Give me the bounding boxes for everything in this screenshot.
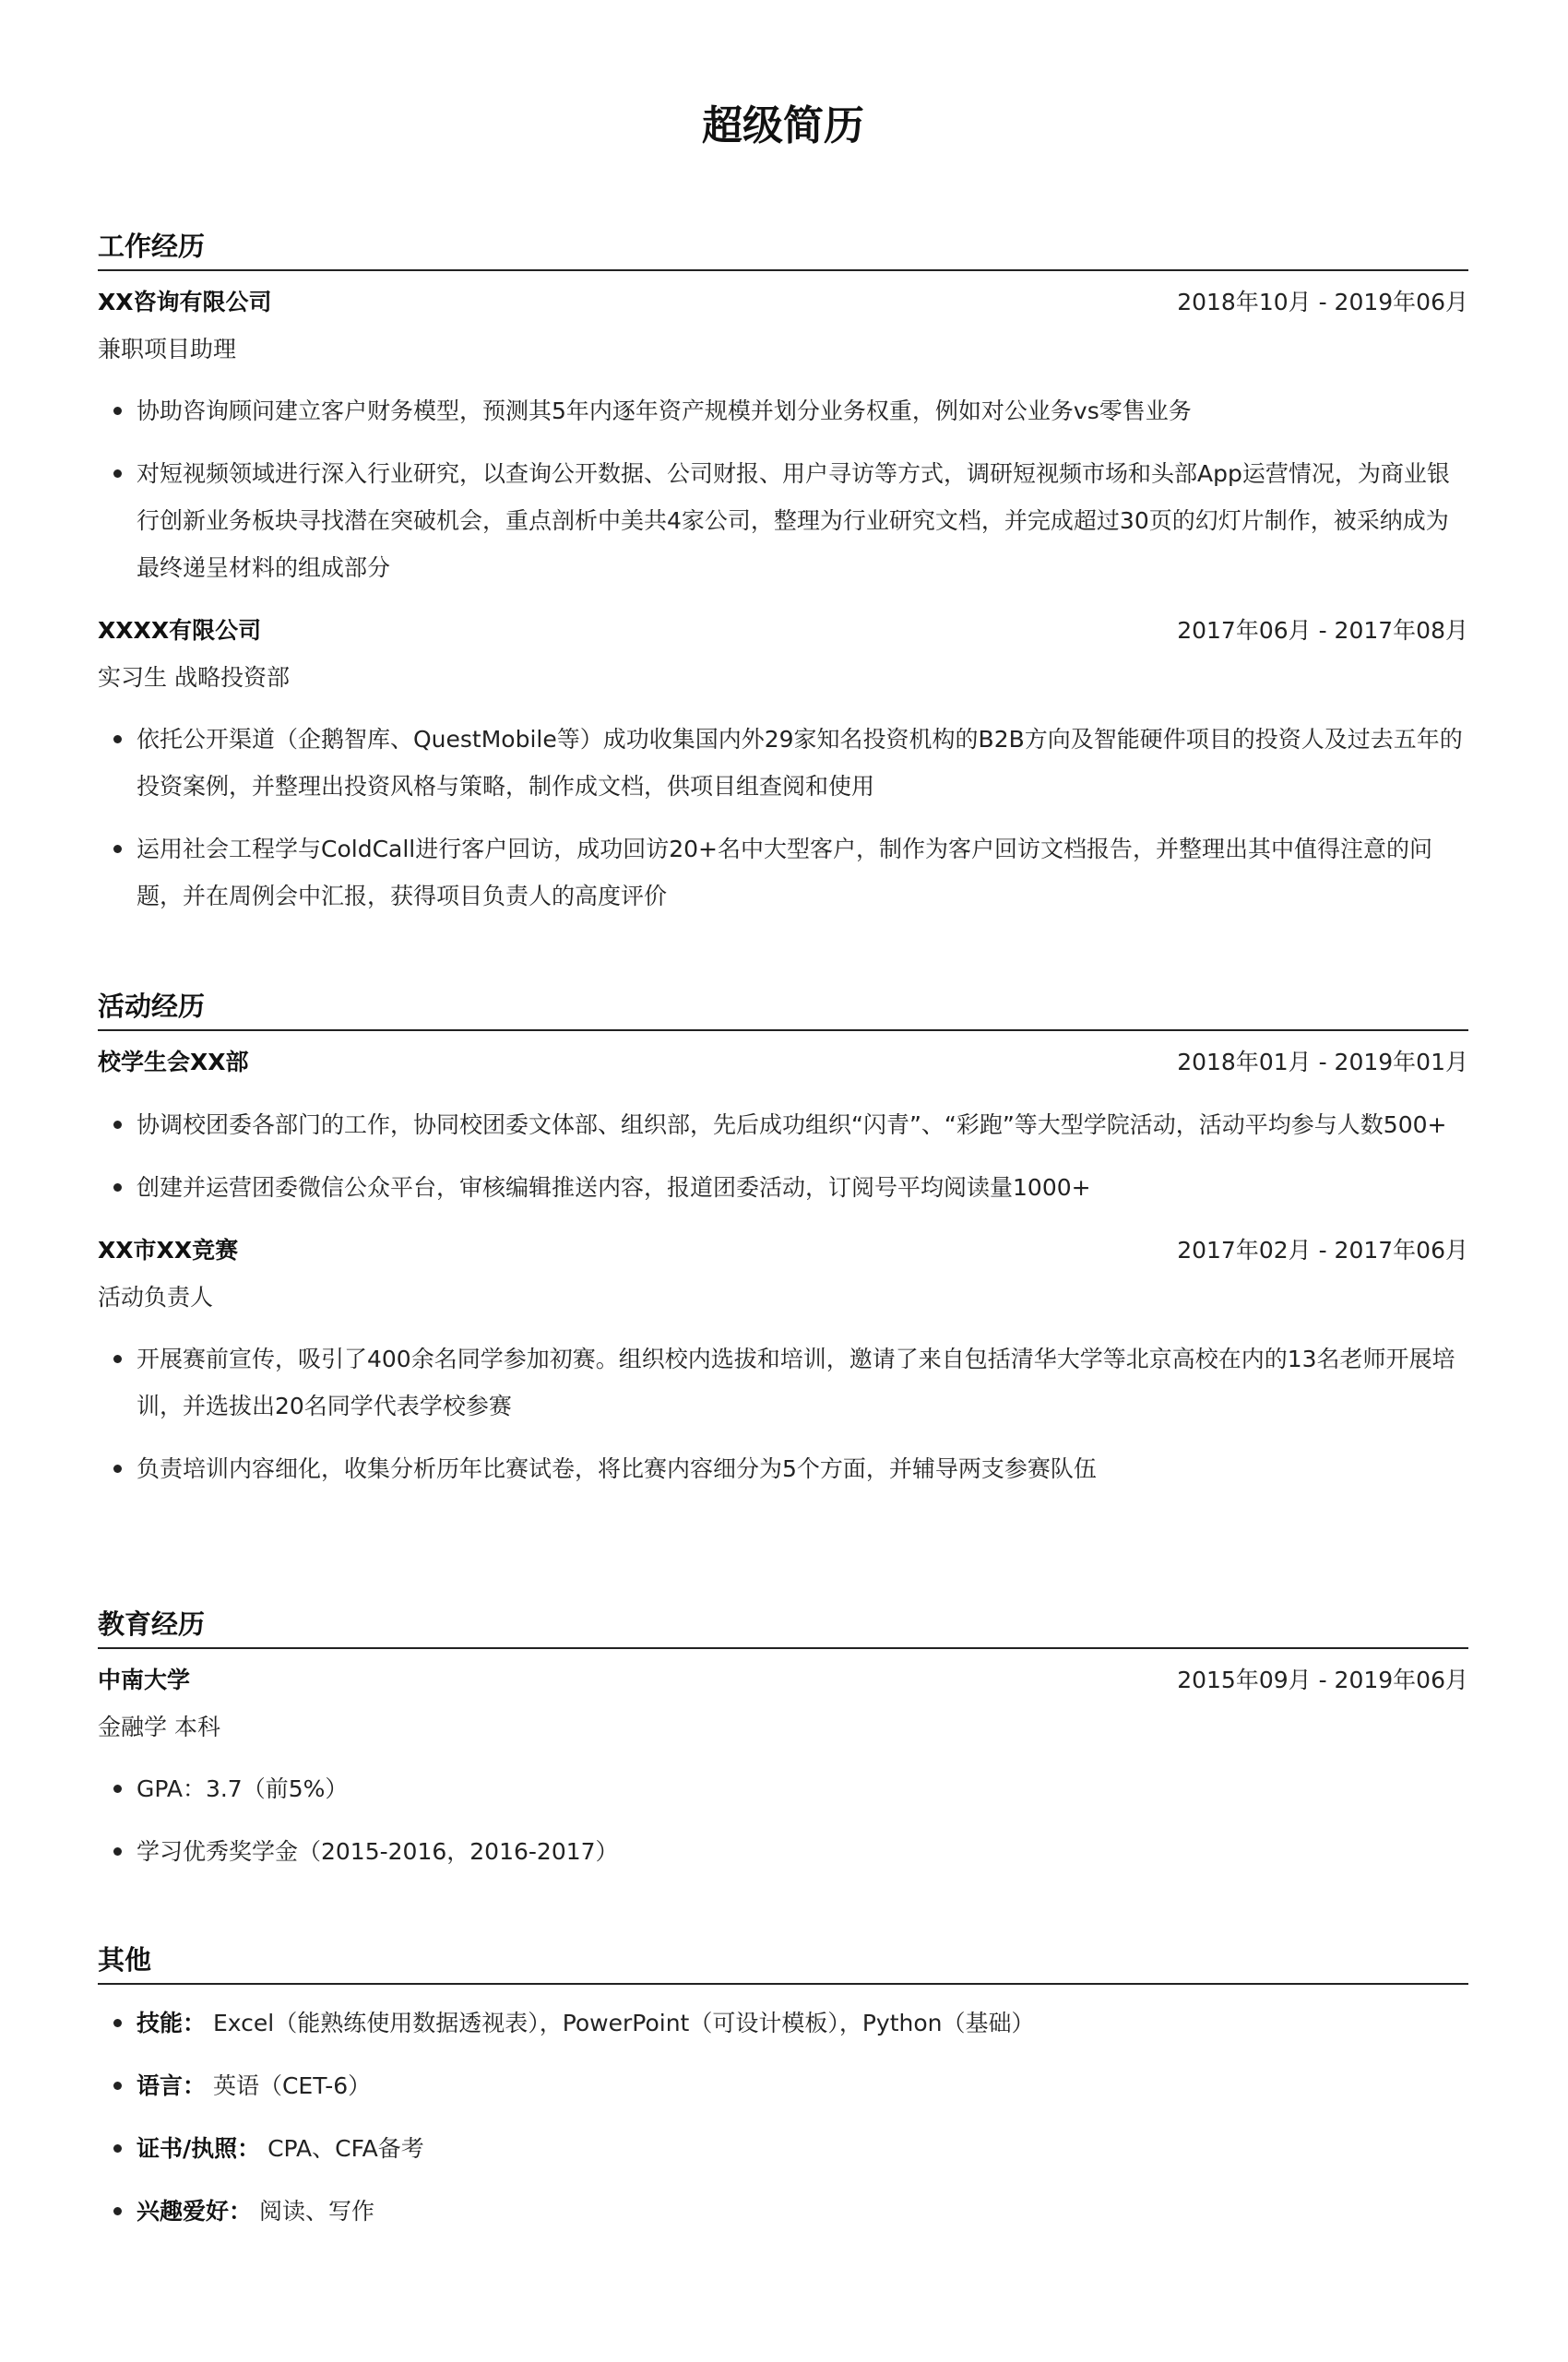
entry-organization: 校学生会XX部 xyxy=(98,1049,249,1075)
entry-date: 2018年01月 - 2019年01月 xyxy=(1177,1049,1468,1075)
bullet-item: 协调校团委各部门的工作，协同校团委文体部、组织部，先后成功组织“闪青”、“彩跑”等大型学院活动，活动平均参与人数500+ xyxy=(98,1101,1468,1148)
entry-date: 2015年09月 - 2019年06月 xyxy=(1177,1667,1468,1693)
other-item-value: 英语（CET-6） xyxy=(212,2072,372,2099)
entry-header xyxy=(98,1227,1468,1275)
bullet-item: 创建并运营团委微信公众平台，审核编辑推送内容，报道团委活动，订阅号平均阅读量1000+ xyxy=(98,1164,1468,1211)
other-item-value: Excel（能熟练使用数据透视表），PowerPoint（可设计模板），Python（基础） xyxy=(212,2010,1035,2036)
bullet-list xyxy=(98,2000,1468,2235)
other-item-key: 证书/执照： xyxy=(137,2135,261,2162)
entry-role: 活动负责人 xyxy=(98,1284,214,1311)
other-section xyxy=(98,1937,1468,2250)
work-entry xyxy=(98,607,1468,920)
bullet-list xyxy=(98,1335,1468,1492)
section-title-work: 工作经历 xyxy=(98,223,1468,271)
entry-role: 金融学 本科 xyxy=(98,1714,220,1740)
bullet-list xyxy=(98,1101,1468,1211)
activity-section xyxy=(98,983,1468,1508)
other-item-key: 技能： xyxy=(137,2010,207,2036)
entry-organization: 中南大学 xyxy=(98,1667,191,1693)
entry-date: 2018年10月 - 2019年06月 xyxy=(1177,289,1468,315)
other-item xyxy=(98,2000,1468,2047)
bullet-list xyxy=(98,716,1468,920)
bullet-item: 对短视频领域进行深入行业研究，以查询公开数据、公司财报、用户寻访等方式，调研短视频市场和头部App运营情况，为商业银行创新业务板块寻找潜在突破机会，重点剖析中美共4家公司，整理为行业研究文档，并完成超过30页的幻灯片制作，被采纳成为最终递呈材料的组成部分 xyxy=(98,450,1468,591)
entry-header xyxy=(98,1656,1468,1704)
bullet-item: GPA：3.7（前5%） xyxy=(98,1765,1468,1812)
entry-organization: XXXX有限公司 xyxy=(98,617,262,644)
bullet-item: 协助咨询顾问建立客户财务模型，预测其5年内逐年资产规模并划分业务权重，例如对公业务vs零售业务 xyxy=(98,387,1468,434)
activity-entry xyxy=(98,1227,1468,1492)
bullet-item: 运用社会工程学与ColdCall进行客户回访，成功回访20+名中大型客户，制作为客户回访文档报告，并整理出其中值得注意的问题，并在周例会中汇报，获得项目负责人的高度评价 xyxy=(98,825,1468,920)
entry-role: 兼职项目助理 xyxy=(98,336,237,362)
other-item-value: CPA、CFA备考 xyxy=(267,2135,424,2162)
bullet-list xyxy=(98,1765,1468,1875)
other-item-value: 阅读、写作 xyxy=(258,2198,374,2225)
section-title-activity: 活动经历 xyxy=(98,983,1468,1031)
bullet-item: 学习优秀奖学金（2015-2016，2016-2017） xyxy=(98,1828,1468,1875)
entry-date: 2017年02月 - 2017年06月 xyxy=(1177,1237,1468,1264)
education-entry xyxy=(98,1656,1468,1875)
resume-title: 超级简历 xyxy=(702,102,864,149)
entry-header xyxy=(98,1039,1468,1086)
other-item-key: 兴趣爱好： xyxy=(137,2198,253,2225)
entry-role: 实习生 战略投资部 xyxy=(98,664,290,691)
entry-header xyxy=(98,279,1468,326)
section-title-education: 教育经历 xyxy=(98,1601,1468,1649)
bullet-item: 开展赛前宣传，吸引了400余名同学参加初赛。组织校内选拔和培训，邀请了来自包括清华大学等北京高校在内的13名老师开展培训，并选拔出20名同学代表学校参赛 xyxy=(98,1335,1468,1430)
entry-organization: XX市XX竞赛 xyxy=(98,1237,239,1264)
entry-date: 2017年06月 - 2017年08月 xyxy=(1177,617,1468,644)
other-item xyxy=(98,2125,1468,2172)
entry-header xyxy=(98,607,1468,655)
bullet-list xyxy=(98,387,1468,591)
bullet-item: 负责培训内容细化，收集分析历年比赛试卷，将比赛内容细分为5个方面，并辅导两支参赛队伍 xyxy=(98,1445,1468,1492)
activity-entry xyxy=(98,1039,1468,1211)
education-section xyxy=(98,1601,1468,1891)
work-entry xyxy=(98,279,1468,591)
other-item-key: 语言： xyxy=(137,2072,207,2099)
work-section xyxy=(98,223,1468,935)
entry-organization: XX咨询有限公司 xyxy=(98,289,272,315)
other-item xyxy=(98,2188,1468,2235)
bullet-item: 依托公开渠道（企鹅智库、QuestMobile等）成功收集国内外29家知名投资机构的B2B方向及智能硬件项目的投资人及过去五年的投资案例，并整理出投资风格与策略，制作成文档，供项目组查阅和使用 xyxy=(98,716,1468,810)
other-item xyxy=(98,2062,1468,2109)
section-title-other: 其他 xyxy=(98,1937,1468,1985)
